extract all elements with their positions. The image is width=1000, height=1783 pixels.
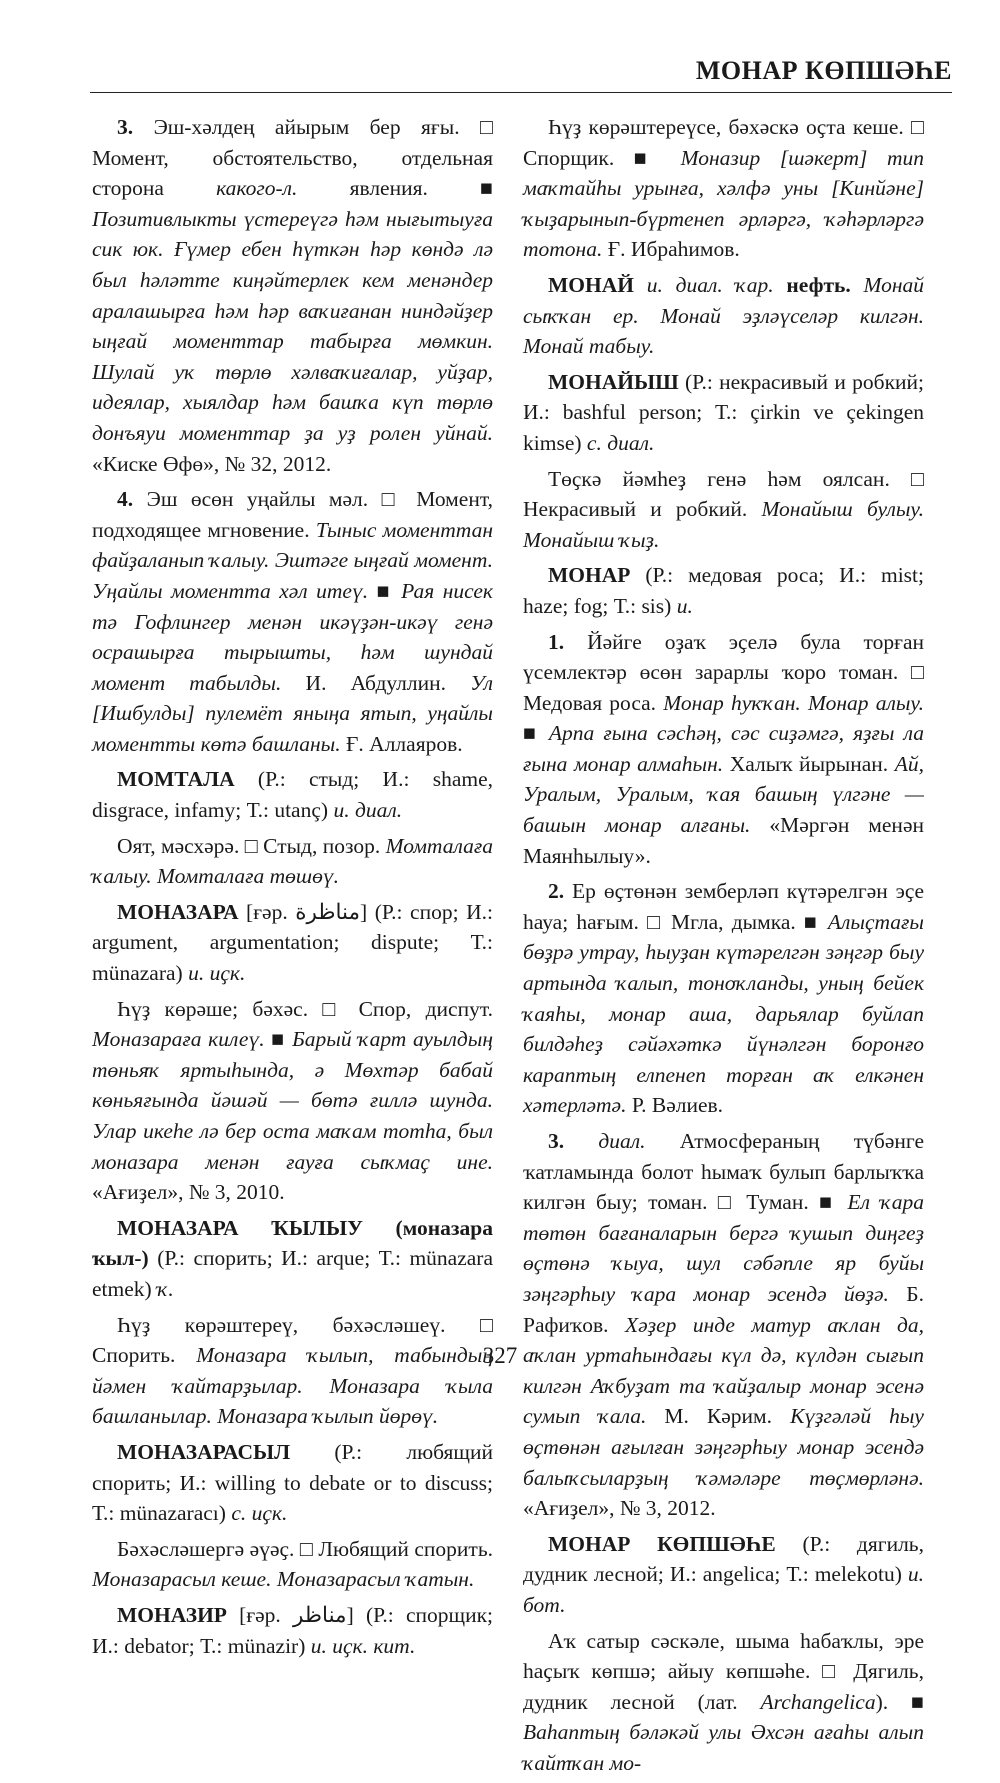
- source: «Мәргән менән Маянһылыу».: [523, 813, 924, 868]
- grammar-label: и. диал. ҡар.: [634, 272, 787, 297]
- grammar-label: диал.: [564, 1129, 646, 1153]
- source: «Киске Өфө», № 32, 2012.: [92, 451, 332, 476]
- example: Хәҙер инде матур аҡлан да, аҡлан уртаһындағы күл дә, күлдән сығып килгән Аҡбуҙат та ҡайҙалыр монар эсенә сумып ҡала.: [523, 1312, 924, 1429]
- page-number: 327: [482, 1343, 518, 1368]
- example: какого-л.: [216, 176, 298, 201]
- source: Халыҡ йырынан.: [723, 751, 895, 776]
- example: Момталаға ҡалыу. Момталаға төшөү.: [92, 833, 493, 889]
- sense-number: 2.: [548, 879, 565, 904]
- translations: (Р.: дягиль, дудник лесной; И.: angelica; Т.: melekotu): [523, 1531, 924, 1587]
- cross-reference: нефть.: [786, 272, 851, 297]
- example: Күҙгәләй һыу өҫтөнән ағылған зәңгәрһыу монар эсендә балыҡсыларҙың ҡәмәләре төҫмөрләнә.: [523, 1404, 924, 1490]
- example: Ул [Ишбулды] пулемёт яныңа ятып, уңайлы моментты көтә башланы.: [92, 670, 493, 756]
- example: Моназир [шәкерт] тип маҡтайһы урынға, хәлфә уны [Кинйәне] ҡыҙарынып-бүртенеп әрләргә, ҡәһәрләргә тотона.: [523, 145, 925, 262]
- headword: МОНАР КӨПШӘҺЕ: [548, 1531, 776, 1556]
- entry-monai: [523, 270, 924, 362]
- example: Арпа ғына сәсһәң, сәс сиҙәмгә, яҙғы ла ғына монар алмаһын.: [523, 721, 924, 776]
- translations: (Р.: спорить; И.: arque; Т.: münazara etmek): [92, 1246, 493, 1301]
- entry-monazarasyl: [92, 1437, 493, 1529]
- definition: ). ■: [875, 1689, 924, 1714]
- entry-monazara-kylyu: [92, 1213, 493, 1305]
- sense-number: 3.: [117, 115, 134, 139]
- example: Тыныс моменттан файҙаланып ҡалыу. Эштәге ыңғай момент. Уңайлы моментта хәл итеү.: [92, 517, 493, 603]
- example: Ваһаптың бәләкәй улы Әхсән ағаһы алып ҡайтҡан мо-: [523, 1720, 924, 1775]
- grammar-label: и. иҫк.: [188, 961, 246, 986]
- definition: ■: [523, 721, 549, 746]
- definition: Ер өҫтөнән земберләп күтәрелгән эҫе һауа; һағым. □ Мгла, дымка. ■: [523, 879, 924, 934]
- source: И. Абдуллин.: [281, 670, 471, 695]
- source: «Ағиҙел», № 3, 2012.: [523, 1496, 716, 1521]
- grammar-label: и.: [676, 593, 693, 618]
- right-column: [523, 112, 924, 1783]
- running-header: [90, 52, 952, 93]
- example: Моназара ҡылып, табындың йәмен ҡайтарҙылар. Моназара ҡыла башланылар. Моназара ҡылып йөрөү.: [92, 1343, 493, 1429]
- headword: МОНАЗАРА ҠЫЛЫУ: [117, 1215, 363, 1240]
- source: Ғ. Аллаяров.: [340, 731, 463, 756]
- definition: Эш өсөн уңайлы мәл. □ Момент, подходящее мгновение.: [92, 487, 493, 542]
- headword: МОМТАЛА: [117, 767, 235, 792]
- headword: МОНАЙЫШ: [548, 369, 679, 394]
- example: Моназарасыл кеше. Моназарасыл ҡатын.: [92, 1567, 475, 1592]
- entry-monar-kopshahe: [523, 1529, 924, 1621]
- example: Монайыш булыу. Монайыш ҡыҙ.: [523, 497, 924, 552]
- definition: Төҫкә йәмһеҙ генә һәм оялсан. □ Некрасивый и робкий.: [523, 466, 924, 522]
- grammar-label: и. иҫк. кит.: [310, 1633, 416, 1658]
- grammar-label: и. диал.: [333, 798, 403, 823]
- definition: ■: [264, 1027, 293, 1052]
- entry-definition: [92, 831, 493, 892]
- sense-1-monar: [523, 627, 924, 872]
- headword: МОНАЗИР: [117, 1602, 227, 1627]
- entry-monar: [523, 560, 924, 621]
- definition: ■: [368, 578, 402, 603]
- entry-monazara: [92, 897, 493, 989]
- headword: МОНАЙ: [548, 272, 634, 297]
- sense-number: 4.: [117, 487, 134, 512]
- entry-definition: [92, 1534, 493, 1595]
- source: М. Кәрим.: [646, 1404, 791, 1429]
- grammar-label: с. иҫк.: [231, 1501, 288, 1526]
- grammar-label: с. диал.: [586, 430, 655, 455]
- example: Позитивлыкты үстереүгә һәм нығытыуға сик юк. Ғүмер ебен һүткән һәр көндә лә был һәләтте киңәйтерлек кем менәндер аралашырға һәм һәр ваҡиғанан ниндәйҙер ыңғай моменттар табырға мөмкин. Шулай уҡ төрлө хәлваҡиғалар, уйҙар, идеялар, хыялдар һәм башҡа күп төрлө донъяуи моменттар ҙа уҙ ролен уйнай.: [92, 206, 493, 445]
- example: Монай сыҡҡан ер. Монай эҙләүселәр килгән. Монай табыу.: [523, 272, 924, 359]
- sense-4-momentt: [92, 484, 493, 759]
- sense-3-monar: [523, 1126, 924, 1524]
- translations: [ғәр. مناظرة] (Р.: спор; И.: argument, argumentation; dispute; Т.: münazara): [92, 899, 493, 986]
- example: Алыҫтағы бөҙрә утрау, һыуҙан күтәрелгән зәңгәр быу артында ҡалып, тоноҡланды, уның бейек ҡаяһы, монар аша, дарьялар буйлап билдәһеҙ сәйәхәткә йүнәлгән боронғо караптың елпенеп торған аҡ елкәнен хәтерләтә.: [523, 909, 924, 1118]
- entry-definition: [523, 1626, 924, 1779]
- grammar-label: и. бот.: [523, 1562, 924, 1617]
- translations: (Р.: любящий спорить; И.: willing to debate or to discuss; Т.: münazaracı): [92, 1439, 493, 1526]
- left-column: [92, 112, 493, 1666]
- sense-number: 1.: [548, 629, 565, 654]
- headword: МОНАР: [548, 563, 631, 588]
- entry-momtala: [92, 764, 493, 825]
- definition: Йәйге оҙаҡ эҫелә була торған үсемлектәр өсөн зарарлы ҡоро томан. □ Медовая роса.: [523, 629, 924, 715]
- translations: (Р.: некрасивый и робкий; И.: bashful person; Т.: çirkin ve çekingen kimse): [523, 369, 924, 455]
- definition: Бәхәсләшергә әүәҫ. □ Любящий спорить.: [117, 1536, 493, 1561]
- source: «Ағиҙел», № 3, 2010.: [92, 1180, 285, 1205]
- definition: Һүҙ көрәше; бәхәс. □ Спор, диспут.: [117, 996, 493, 1021]
- example: Ай, Уралым, Уралым, ҡая башың үлгәне — башын монар алғаны.: [523, 751, 924, 838]
- translations: (Р.: медовая роса; И.: mist; haze; fog; Т.: sis): [523, 563, 924, 618]
- translations: [ғәр. مناظر] (Р.: спорщик; И.: debator; Т.: münazir): [92, 1602, 493, 1658]
- example: Монар һуҡҡан. Монар алыу.: [663, 690, 924, 715]
- latin-name: Archangelica: [760, 1689, 876, 1714]
- example: Ел ҡара төтөн бағаналарын бергә ҡушып диңгеҙ өҫтөнә ҡыуа, шул сәбәпле яр буйы зәңгәрһыу ҡара монар эсендә йөҙә.: [523, 1190, 924, 1306]
- entry-definition: [523, 464, 924, 556]
- example: Барый ҡарт ауылдың төньяҡ яртыһында, ә Мөхтәр бабай көньяғында йәшәй — бөтә ғиллә шунда. Улар икеһе лә бер оста маҡам тотһа, был моназара менән ғауға сыҡмаҫ ине.: [92, 1027, 494, 1174]
- definition: явления. ■: [297, 176, 493, 201]
- source: Ғ. Ибраһимов.: [602, 237, 740, 262]
- definition: Атмосфераның түбәнге ҡатламында болот һымаҡ булып барлыҡҡа килгән быу; томан. □ Туман. ■: [523, 1129, 924, 1215]
- entry-definition: [92, 1310, 493, 1432]
- headword: МОНАЗАРАСЫЛ: [117, 1439, 291, 1464]
- entry-monazir: [92, 1600, 493, 1661]
- sense-number: 3.: [548, 1129, 565, 1153]
- entry-monaiysh: [523, 367, 924, 459]
- entry-definition: [523, 112, 924, 265]
- header-title: МОНАР КӨПШӘҺЕ: [695, 56, 952, 85]
- definition: Һүҙ көрәштереүсе, бәхәскә оҫта кеше. □ Спорщик. ■: [523, 115, 924, 170]
- translations: (Р.: стыд; И.: shame, disgrace, infamy; Т.: utanç): [92, 767, 493, 823]
- definition: Һүҙ көрәштереү, бәхәсләшеү. □ Спорить.: [92, 1312, 493, 1368]
- sense-3-momentt: [92, 112, 493, 479]
- example: Рая нисек тә Гофлингер менән икәүҙән-икәү генә осрашырға тырышты, һәм шундай момент табылды.: [92, 578, 493, 695]
- source: Р. Вәлиев.: [626, 1093, 724, 1118]
- definition: Оят, мәсхәрә. □ Стыд, позор.: [117, 833, 386, 858]
- definition: Эш-хәлдең айырым бер яғы. □ Момент, обстоятельство, отдельная сторона: [92, 115, 493, 201]
- grammar-label: ҡ.: [157, 1276, 174, 1301]
- headword: МОНАЗАРА: [117, 899, 239, 924]
- source: Б. Рафиҡов.: [523, 1281, 924, 1337]
- headword-variant: (моназара ҡыл-): [92, 1215, 493, 1271]
- sense-2-monar: [523, 876, 924, 1121]
- entry-definition: [92, 994, 493, 1208]
- definition: Аҡ сатыр сәскәле, шыма һабаҡлы, эре һаҫыҡ көпшә; айыу көпшәһе. □ Дягиль, дудник лесной (лат.: [523, 1628, 924, 1714]
- example: Моназараға килеү.: [92, 1027, 265, 1052]
